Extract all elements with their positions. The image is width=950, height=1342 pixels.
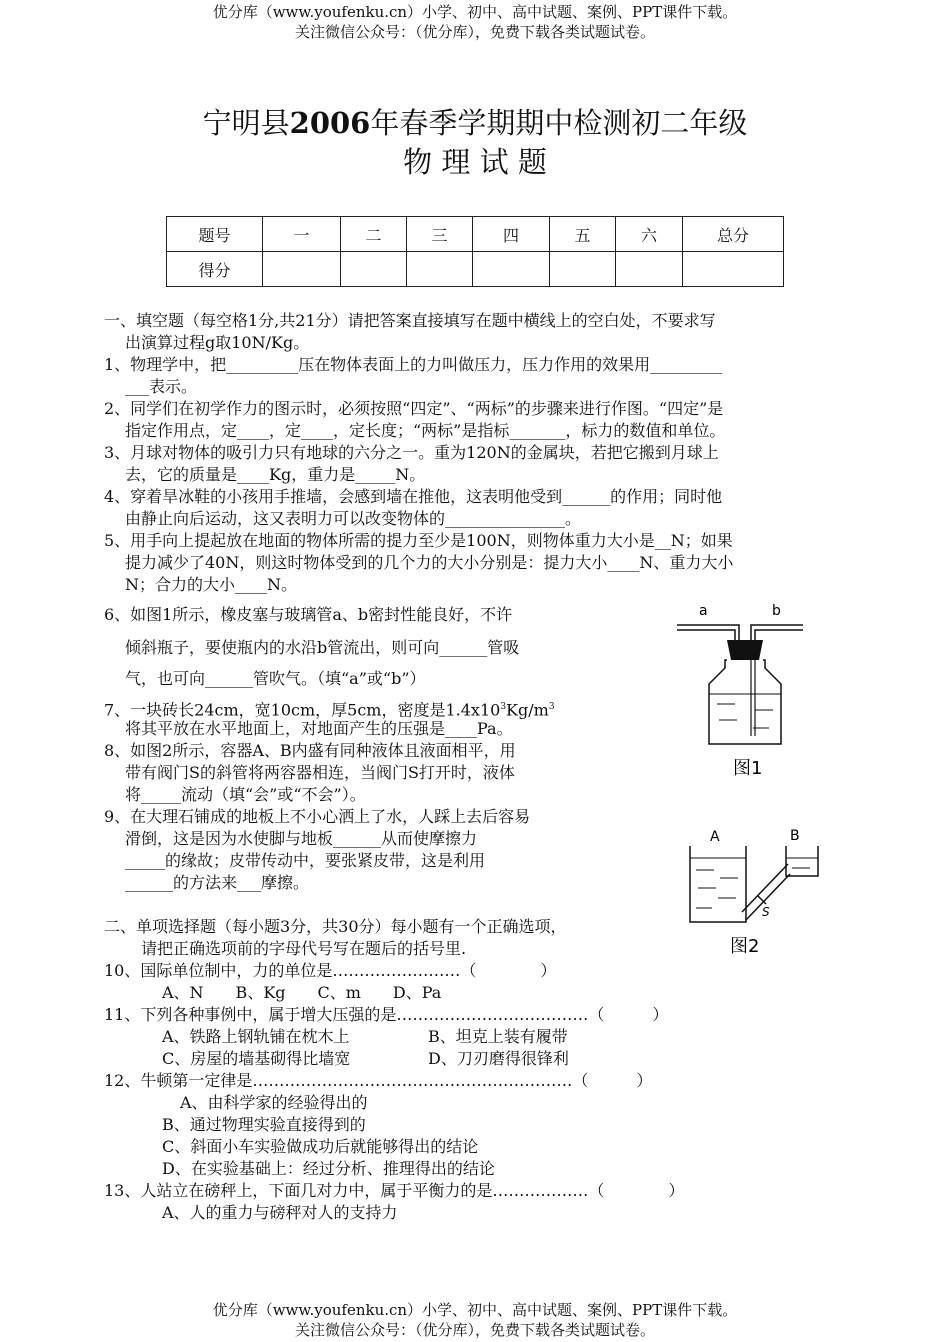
figure-2-label-a: A [710, 829, 720, 845]
figure-1-label-b: b [772, 603, 781, 619]
score-cell [407, 252, 473, 287]
q5-line-3: N；合力的大小____N。 [125, 575, 298, 594]
footer-line-1: 优分库（www.youfenku.cn）小学、初中、高中试题、案例、PPT课件下载。 [212, 1301, 738, 1319]
q6-line-1: 6、如图1所示，橡皮塞与玻璃管a、b密封性能良好，不许 [104, 605, 513, 624]
q9-line-2: 滑倒，这是因为水使脚与地板______从而使摩擦力 [125, 829, 478, 848]
rubber-stopper [727, 640, 763, 660]
footer-line-2: 关注微信公众号：（优分库），免费下载各类试题试卷。 [294, 1321, 655, 1339]
q8-line-1: 8、如图2所示，容器A、B内盛有同种液体且液面相平，用 [104, 741, 516, 760]
figure-1-label-a: a [699, 603, 708, 619]
score-header-row [167, 217, 784, 252]
container-a [690, 846, 746, 922]
q3-line-1: 3、月球对物体的吸引力只有地球的六分之一。重为120N的金属块，若把它搬到月球上 [104, 443, 719, 462]
q7-text: 7、一块砖长24cm，宽10cm，厚5cm，密度是1.4x10 [104, 700, 501, 720]
q5-line-2: 提力减少了40N，则这时物体受到的几个力的大小分别是：提力大小____N、重力大小 [125, 553, 734, 572]
score-header-cell: 五 [550, 217, 616, 252]
section1-intro-2: 出演算过程g取10N/Kg。 [125, 333, 310, 352]
bottle [709, 660, 781, 744]
score-header-cell: 总分 [683, 217, 784, 252]
page-title [0, 104, 950, 142]
score-cell [550, 252, 616, 287]
q12-stem: 12、牛顿第一定律是……………………………………………………（ ） [104, 1071, 653, 1090]
figure-2-containers [680, 824, 825, 964]
score-header-cell: 三 [407, 217, 473, 252]
figure-2-label-b: B [790, 828, 800, 844]
q8-line-3: 将_____流动（填“会”或“不会”）。 [125, 785, 366, 804]
page-subtitle: 物 理 试 题 [403, 145, 547, 179]
score-header-cell: 四 [473, 217, 550, 252]
q12-option-d: D、在实验基础上：经过分析、推理得出的结论 [162, 1159, 495, 1178]
q9-line-1: 9、在大理石铺成的地板上不小心洒上了水，人踩上去后容易 [104, 807, 531, 826]
section2-intro-2: 请把正确选项前的字母代号写在题后的括号里. [141, 939, 467, 958]
q6-line-3: 气，也可向______管吹气。（填“a”或“b”） [125, 669, 426, 688]
q7-unit: Kg/m [506, 700, 549, 720]
score-cell [616, 252, 683, 287]
q11-stem: 11、下列各种事例中，属于增大压强的是………………………………（ ） [104, 1005, 669, 1024]
title-year: 2006 [289, 106, 371, 140]
q11-option-c: C、房屋的墙基砌得比墙宽 [162, 1049, 351, 1068]
q1-line-1: 1、物理学中，把_________压在物体表面上的力叫做压力，压力作用的效果用_________ [104, 355, 723, 374]
q9-line-3: _____的缘故；皮带传动中，要张紧皮带，这是利用 [125, 851, 486, 870]
figure-2-caption: 图2 [730, 936, 760, 957]
q11-option-d: D、刀刃磨得很锋利 [428, 1049, 569, 1068]
q11-option-b: B、坦克上装有履带 [428, 1027, 568, 1046]
q12-option-c: C、斜面小车实验做成功后就能够得出的结论 [162, 1137, 479, 1156]
q11-option-a: A、铁路上钢轨铺在枕木上 [162, 1027, 350, 1046]
tube-a [677, 630, 735, 648]
q2-line-2: 指定作用点，定____，定____，定长度；“两标”是指标_______，标力的数值和单位。 [125, 421, 726, 440]
title-suffix: 年春季学期期中检测初二年级 [370, 106, 748, 140]
section2-intro-1: 二、单项选择题（每小题3分，共30分）每小题有一个正确选项， [104, 917, 567, 936]
q7-exponent: 3 [500, 702, 507, 712]
q9-line-4: ______的方法来___摩擦。 [125, 873, 310, 892]
q4-line-1: 4、穿着旱冰鞋的小孩用手推墙，会感到墙在推他，这表明他受到______的作用；同时他 [104, 487, 723, 506]
q10-stem: 10、国际单位制中，力的单位是……………………（ ） [104, 961, 557, 980]
q8-line-2: 带有阀门S的斜管将两容器相连，当阀门S打开时，液体 [125, 763, 515, 782]
score-table [166, 216, 784, 287]
header-line-1: 优分库（www.youfenku.cn）小学、初中、高中试题、案例、PPT课件下载。 [212, 3, 738, 21]
score-cell [683, 252, 784, 287]
q5-line-1: 5、用手向上提起放在地面的物体所需的提力至少是100N，则物体重力大小是__N；如果 [104, 531, 733, 550]
q13-option-a: A、人的重力与磅秤对人的支持力 [162, 1203, 398, 1222]
section1-intro-1: 一、填空题（每空格1分,共21分）请把答案直接填写在题中横线上的空白处，不要求写 [104, 311, 716, 330]
score-header-cell: 二 [341, 217, 407, 252]
score-header-cell: 一 [263, 217, 341, 252]
q13-stem: 13、人站立在磅秤上，下面几对力中，属于平衡力的是………………（ ） [104, 1181, 685, 1200]
q1-line-2: ___表示。 [125, 377, 198, 396]
q10-options: A、N B、Kg C、m D、Pa [162, 983, 442, 1002]
score-cell [263, 252, 341, 287]
q6-line-2: 倾斜瓶子，要使瓶内的水沿b管流出，则可向______管吸 [125, 638, 520, 657]
q7-unit-exponent: 3 [548, 702, 555, 712]
q2-line-1: 2、同学们在初学作力的图示时，必须按照“四定”、“两标”的步骤来进行作图。“四定”是 [104, 399, 724, 418]
container-b [786, 846, 818, 876]
score-cell [341, 252, 407, 287]
q12-option-a: A、由科学家的经验得出的 [180, 1093, 368, 1112]
figure-1-bottle [665, 598, 815, 784]
figure-1-caption: 图1 [733, 758, 763, 779]
figure-2-label-s: S [762, 905, 770, 919]
q3-line-2: 去，它的质量是____Kg，重力是_____N。 [125, 465, 426, 484]
header-line-2: 关注微信公众号：（优分库），免费下载各类试题试卷。 [294, 23, 655, 41]
q4-line-2: 由静止向后运动，这又表明力可以改变物体的_______________。 [125, 509, 582, 528]
score-header-cell: 题号 [167, 217, 263, 252]
score-header-cell: 六 [616, 217, 683, 252]
q7-line-2: 将其平放在水平地面上，对地面产生的压强是____Pa。 [125, 719, 513, 738]
title-prefix: 宁明县 [202, 106, 290, 140]
score-cell [473, 252, 550, 287]
score-row-label: 得分 [167, 252, 263, 287]
score-value-row [167, 252, 784, 287]
q12-option-b: B、通过物理实验直接得到的 [162, 1115, 366, 1134]
